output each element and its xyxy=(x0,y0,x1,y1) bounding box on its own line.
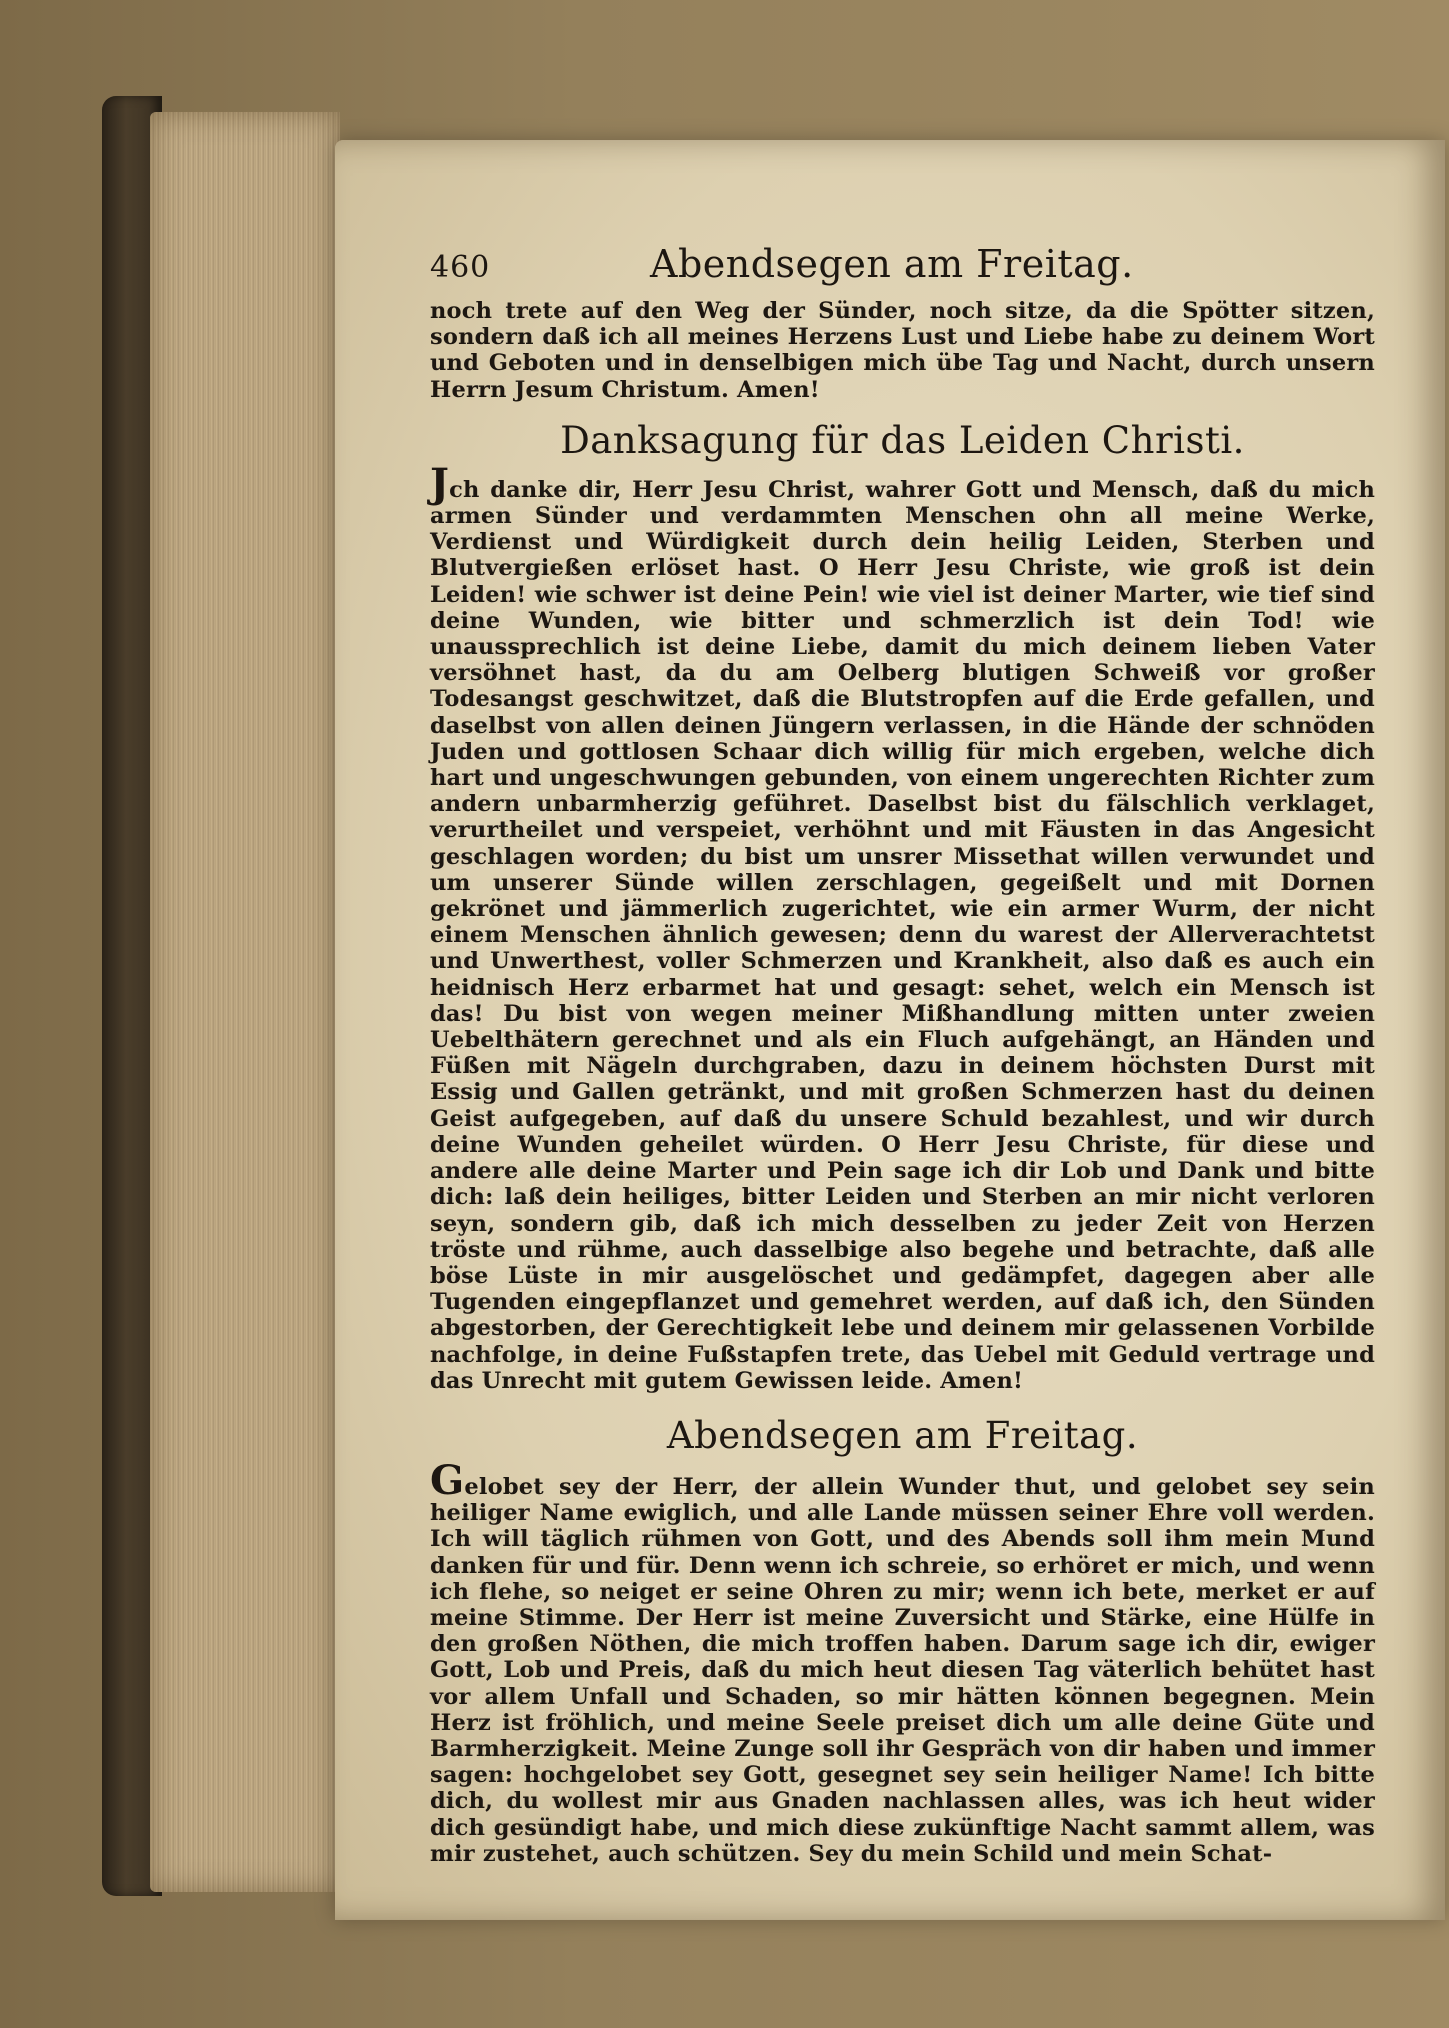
paragraph-abendsegen-text: elobet sey der Herr, der allein Wunder thut, und gelobet sey sein heiliger Name ewiglich, und alle Lande müssen seiner Ehre voll werden. Ich will täglich rühmen von Gott, und des Abends soll ihm mein Mund danken für und für. Denn wenn ich schreie, so erhöret er mich, und wenn ich flehe, so neiget er seine Ohren zu mir; wenn ich bete, merket er auf meine Stimme. Der Herr ist meine Zuversicht und Stärke, eine Hülfe in den großen Nöthen, die mich troffen haben. Darum sage ich dir, ewiger Gott, Lob und Preis, daß du mich heut diesen Tag väterlich behütet hast vor allem Unfall und Schaden, so mir hätten können begegnen. Mein Herz ist fröhlich, und meine Seele preiset dich um alle deine Güte und Barmherzigkeit. Meine Zunge soll ihr Gespräch von dir haben und immer sagen: hochgelobet sey Gott, gesegnet sey sein heiliger Name! Ich bitte dich, du wollest mir aus Gnaden nachlassen alles, was ich heut wider dich gesündigt habe, und mich diese zukünftige Nacht sammt allem, was mir zustehet, auch schützen. Sey du mein Schild und mein Schat- xyxy=(430,1473,1375,1867)
page-text-block xyxy=(430,240,1375,1867)
book-page xyxy=(335,140,1445,1920)
initial-letter: G xyxy=(430,1456,465,1504)
page-edges xyxy=(150,112,340,1892)
running-head xyxy=(430,240,1375,296)
section-heading-abendsegen: Abendsegen am Freitag. xyxy=(666,1413,1139,1457)
paragraph-danksagung xyxy=(430,459,1375,1394)
initial-letter: J xyxy=(430,459,450,507)
paragraph-abendsegen xyxy=(430,1456,1375,1867)
running-title: Abendsegen am Freitag. xyxy=(650,242,1134,286)
section-heading-danksagung: Danksagung für das Leiden Christi. xyxy=(560,418,1245,462)
paragraph-continuation: noch trete auf den Weg der Sünder, noch sitze, da die Spötter sitzen, sondern daß ich all meines Herzens Lust und Liebe habe zu deinem Wort und Geboten und in denselbigen mich übe Tag und Nacht, durch unsern Herrn Jesum Christum. Amen! xyxy=(430,298,1375,403)
page-number: 460 xyxy=(430,250,491,285)
paragraph-danksagung-text: ch danke dir, Herr Jesu Christ, wahrer Gott und Mensch, daß du mich armen Sünder und verdammten Menschen ohn all meine Werke, Verdienst und Würdigkeit durch dein heilig Leiden, Sterben und Blutvergießen erlöset hast. O Herr Jesu Christe, wie groß ist dein Leiden! wie schwer ist deine Pein! wie viel ist deiner Marter, wie tief sind deine Wunden, wie bitter und schmerzlich ist dein Tod! wie unaussprechlich ist deine Liebe, damit du mich deinem lieben Vater versöhnet hast, da du am Oelberg blutigen Schweiß vor großer Todesangst geschwitzet, daß die Blutstropfen auf die Erde gefallen, und daselbst von allen deinen Jüngern verlassen, in die Hände der schnöden Juden und gottlosen Schaar dich willig für mich ergeben, welche dich hart und ungeschwungen gebunden, von einem ungerechten Richter zum andern unbarmherzig geführet. Daselbst bist du fälschlich verklaget, verurtheilet und verspeiet, verhöhnt und mit Fäusten in das Angesicht geschlagen worden; du bist um unsrer Missethat willen verwundet und um unserer Sünde willen zerschlagen, gegeißelt und mit Dornen gekrönet und jämmerlich zugerichtet, wie ein armer Wurm, der nicht einem Menschen ähnlich gewesen; denn du warest der Allerverachtetst und Unwerthest, voller Schmerzen und Krankheit, also daß es auch ein heidnisch Herz erbarmet hat und gesagt: sehet, welch ein Mensch ist das! Du bist von wegen meiner Mißhandlung mitten unter zweien Uebelthätern gerechnet und als ein Fluch aufgehängt, an Händen und Füßen mit Nägeln durchgraben, dazu in deinem höchsten Durst mit Essig und Gallen getränkt, und mit großen Schmerzen hast du deinen Geist aufgegeben, auf daß du unsere Schuld bezahlest, und wir durch deine Wunden geheilet würden. O Herr Jesu Christe, für diese und andere alle deine Marter und Pein sage ich dir Lob und Dank und bitte dich: laß dein heiliges, bitter Leiden und Sterben an mir nicht verloren seyn, sondern gib, daß ich mich desselben zu jeder Zeit von Herzen tröste und rühme, auch dasselbige also begehe und betrachte, daß alle böse Lüste in mir ausgelöschet und gedämpfet, dagegen aber alle Tugenden eingepflanzet und gemehret werden, auf daß ich, den Sünden abgestorben, der Gerechtigkeit lebe und deinem mir gelassenen Vorbilde nachfolge, in deine Fußstapfen trete, das Uebel mit Geduld vertrage und das Unrecht mit gutem Gewissen leide. Amen! xyxy=(430,476,1375,1394)
